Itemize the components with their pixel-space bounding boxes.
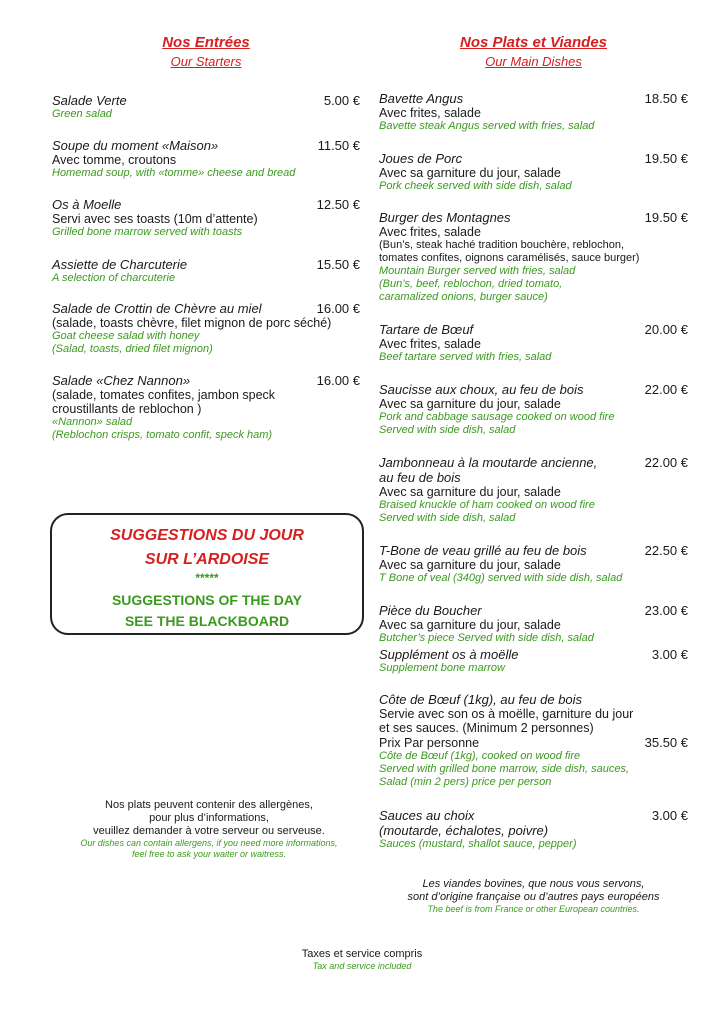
- mains-title: Nos Plats et Viandes: [460, 34, 607, 51]
- menu-item-english: Pork and cabbage sausage cooked on wood fire: [379, 411, 615, 423]
- menu-item-price: 22.00 €: [644, 455, 688, 470]
- beef-origin-en: The beef is from France or other European countries.: [427, 904, 640, 914]
- beef-origin-fr-1: Les viandes bovines, que nous vous servons,: [422, 878, 645, 890]
- menu-item-price: 18.50 €: [644, 91, 688, 106]
- menu-item-price: 19.50 €: [644, 210, 688, 225]
- menu-item-name: Pièce du Boucher: [379, 603, 482, 618]
- allergen-fr-3: veuillez demander à votre serveur ou serveuse.: [93, 825, 325, 837]
- menu-item-line: [379, 151, 688, 166]
- beef-origin-fr-2: sont d’origine française ou d’autres pays européens: [407, 891, 660, 903]
- menu-item-desc: Servi avec ses toasts (10m d’attente): [52, 212, 258, 226]
- starters-subtitle: Our Starters: [170, 54, 242, 69]
- menu-item-desc: Avec frites, salade: [379, 225, 481, 239]
- menu-item-name-cont: au feu de bois: [379, 470, 461, 485]
- menu-item-english: Goat cheese salad with honey: [52, 330, 200, 342]
- menu-item-line: [52, 373, 360, 388]
- starters-title: Nos Entrées: [162, 34, 250, 51]
- menu-item: [52, 257, 360, 285]
- menu-item-desc: Avec tomme, croutons: [52, 153, 177, 167]
- menu-item-desc: Avec frites, salade: [379, 337, 481, 351]
- menu-item-line: [379, 210, 688, 225]
- allergen-fr-2: pour plus d’informations,: [149, 812, 269, 824]
- menu-item-desc: (salade, tomates confites, jambon speck: [52, 388, 276, 402]
- menu-item-desc: Avec sa garniture du jour, salade: [379, 485, 561, 499]
- menu-item-english: caramalized onions, burger sauce): [379, 291, 548, 303]
- menu-item-line: [379, 647, 688, 662]
- menu-item-name: Soupe du moment «Maison»: [52, 138, 219, 153]
- menu-item-english: Green salad: [52, 108, 112, 120]
- starters-header: [52, 34, 360, 69]
- menu-item-desc: Avec sa garniture du jour, salade: [379, 618, 561, 632]
- mains-header: [379, 34, 688, 69]
- suggestions-box: [50, 513, 364, 635]
- menu-item-english: Bavette steak Angus served with fries, salad: [379, 120, 595, 132]
- menu-item-desc: Avec sa garniture du jour, salade: [379, 558, 561, 572]
- menu-item-line: [379, 543, 688, 558]
- menu-item-price: 15.50 €: [316, 257, 360, 272]
- menu-item: [379, 382, 688, 437]
- menu-item-english: Côte de Bœuf (1kg), cooked on wood fire: [379, 750, 581, 762]
- menu-item-price: 12.50 €: [316, 197, 360, 212]
- mains-column: [379, 34, 688, 69]
- menu-item-english: Braised knuckle of ham cooked on wood fire: [379, 499, 595, 511]
- menu-item-english: Butcher’s piece Served with side dish, salad: [379, 632, 594, 644]
- menu-item: [379, 210, 688, 304]
- menu-item-name: Bavette Angus: [379, 91, 464, 106]
- menu-item: [379, 543, 688, 585]
- mains-subtitle: Our Main Dishes: [485, 54, 582, 69]
- allergen-en-2: feel free to ask your waiter or waitress.: [131, 849, 287, 859]
- tax-fr: Taxes et service compris: [301, 948, 423, 960]
- menu-item-price: 20.00 €: [644, 322, 688, 337]
- menu-item-english: (Bun’s, beef, reblochon, dried tomato,: [379, 278, 563, 290]
- menu-item-english: Served with side dish, salad: [379, 424, 516, 436]
- menu-item-price: 22.50 €: [644, 543, 688, 558]
- menu-item-line: [379, 91, 688, 106]
- menu-item-line: [379, 603, 688, 618]
- menu-item-price: 5.00 €: [323, 93, 360, 108]
- menu-item-line: [379, 382, 688, 397]
- menu-item: [379, 647, 688, 675]
- menu-item-english: Mountain Burger served with fries, salad: [379, 265, 576, 277]
- allergen-en-1: Our dishes can contain allergens, if you need more informations,: [80, 838, 338, 848]
- menu-item-desc: Servie avec son os à moëlle, garniture du jour: [379, 707, 634, 721]
- menu-item-price: 19.50 €: [644, 151, 688, 166]
- menu-item-desc: Avec sa garniture du jour, salade: [379, 166, 561, 180]
- suggestions-en-line1: SUGGESTIONS OF THE DAY: [111, 592, 303, 608]
- tax-en: Tax and service included: [312, 961, 412, 971]
- menu-item-english: Homemad soup, with «tomme» cheese and bread: [52, 167, 296, 179]
- menu-item-name: Saucisse aux choux, au feu de bois: [379, 382, 584, 397]
- menu-item-name-cont: (moutarde, échalotes, poivre): [379, 823, 549, 838]
- menu-item-name: Salade de Crottin de Chèvre au miel: [52, 301, 262, 316]
- menu-item-line: [379, 692, 688, 707]
- menu-item-english: Grilled bone marrow served with toasts: [52, 226, 243, 238]
- menu-item-detail: tomates confites, oignons caramélisés, sauce burger): [379, 252, 640, 264]
- menu-item-desc: Avec frites, salade: [379, 106, 481, 120]
- menu-item: [379, 455, 688, 525]
- beef-origin-notice: [379, 878, 688, 915]
- menu-item: [52, 373, 360, 442]
- menu-item-price: 23.00 €: [644, 603, 688, 618]
- menu-item-name: T-Bone de veau grillé au feu de bois: [379, 543, 587, 558]
- menu-item: [379, 603, 688, 645]
- menu-item-english: Served with grilled bone marrow, side dish, sauces,: [379, 763, 630, 775]
- menu-item: [379, 322, 688, 364]
- menu-item: [379, 91, 688, 133]
- suggestions-fr-line2: SUR L’ARDOISE: [144, 551, 270, 568]
- menu-item-price: 22.00 €: [644, 382, 688, 397]
- menu-item-desc: et ses sauces. (Minimum 2 personnes): [379, 721, 594, 735]
- menu-item-english: Served with side dish, salad: [379, 512, 516, 524]
- menu-item-line: [379, 322, 688, 337]
- menu-item-price: 3.00 €: [651, 647, 688, 662]
- menu-item-price: 3.00 €: [651, 808, 688, 823]
- suggestions-stars: *****: [195, 571, 219, 585]
- starters-column: [52, 34, 360, 69]
- menu-item-english: Beef tartare served with fries, salad: [379, 351, 552, 363]
- menu-item-name: Supplément os à moëlle: [379, 647, 519, 662]
- menu-item-english: Sauces (mustard, shallot sauce, pepper): [379, 838, 577, 850]
- tax-notice: [0, 948, 724, 972]
- menu-item-line: [52, 138, 360, 153]
- menu-item-name: Côte de Bœuf (1kg), au feu de bois: [379, 692, 583, 707]
- menu-item-name: Salade «Chez Nannon»: [52, 373, 191, 388]
- menu-item-english: «Nannon» salad: [52, 416, 133, 428]
- menu-item-english: T Bone of veal (340g) served with side dish, salad: [379, 572, 623, 584]
- menu-item-price: 35.50 €: [644, 735, 688, 750]
- menu-item: [52, 138, 360, 180]
- menu-item-line: [52, 93, 360, 108]
- menu-item-desc: Avec sa garniture du jour, salade: [379, 397, 561, 411]
- menu-item-english: Pork cheek served with side dish, salad: [379, 180, 572, 192]
- suggestions-fr-line1: SUGGESTIONS DU JOUR: [110, 527, 304, 544]
- menu-item-name: Assiette de Charcuterie: [52, 257, 188, 272]
- menu-item: [379, 692, 688, 789]
- menu-item-detail: (Bun’s, steak haché tradition bouchère, reblochon,: [379, 239, 625, 251]
- menu-item-english: Supplement bone marrow: [379, 662, 505, 674]
- menu-item: [379, 151, 688, 193]
- menu-item-english: (Reblochon crisps, tomato confit, speck ham): [52, 429, 273, 441]
- menu-item-desc: croustillants de reblochon ): [52, 402, 202, 416]
- menu-item-english: (Salad, toasts, dried filet mignon): [52, 343, 213, 355]
- menu-item: [379, 808, 688, 851]
- allergen-notice: [52, 799, 366, 860]
- menu-item-line: [379, 455, 688, 470]
- menu-item-name: Sauces au choix: [379, 808, 475, 823]
- menu-item-price: 16.00 €: [316, 301, 360, 316]
- menu-item-line: [52, 301, 360, 316]
- menu-item-line: [52, 197, 360, 212]
- menu-item-desc: (salade, toasts chèvre, filet mignon de porc séché): [52, 316, 332, 330]
- menu-item-price-line: [379, 735, 688, 750]
- menu-item-name: Salade Verte: [52, 93, 127, 108]
- allergen-fr-1: Nos plats peuvent contenir des allergènes,: [105, 799, 313, 811]
- menu-item-line: [52, 257, 360, 272]
- suggestions-en-line2: SEE THE BLACKBOARD: [124, 613, 290, 629]
- menu-item-line: [379, 808, 688, 823]
- menu-item: [52, 301, 360, 356]
- menu-item-english: A selection of charcuterie: [52, 272, 176, 284]
- menu-item-price: 11.50 €: [317, 138, 360, 153]
- menu-item-name: Tartare de Bœuf: [379, 322, 474, 337]
- menu-item-name: Joues de Porc: [379, 151, 463, 166]
- menu-item: [52, 197, 360, 239]
- menu-item-english: Salad (min 2 pers) price per person: [379, 776, 552, 788]
- menu-item: [52, 93, 360, 121]
- menu-item-name: Os à Moelle: [52, 197, 122, 212]
- menu-item-price-label: Prix Par personne: [379, 736, 480, 750]
- menu-item-price: 16.00 €: [316, 373, 360, 388]
- menu-item-name: Jambonneau à la moutarde ancienne,: [379, 455, 598, 470]
- menu-item-name: Burger des Montagnes: [379, 210, 511, 225]
